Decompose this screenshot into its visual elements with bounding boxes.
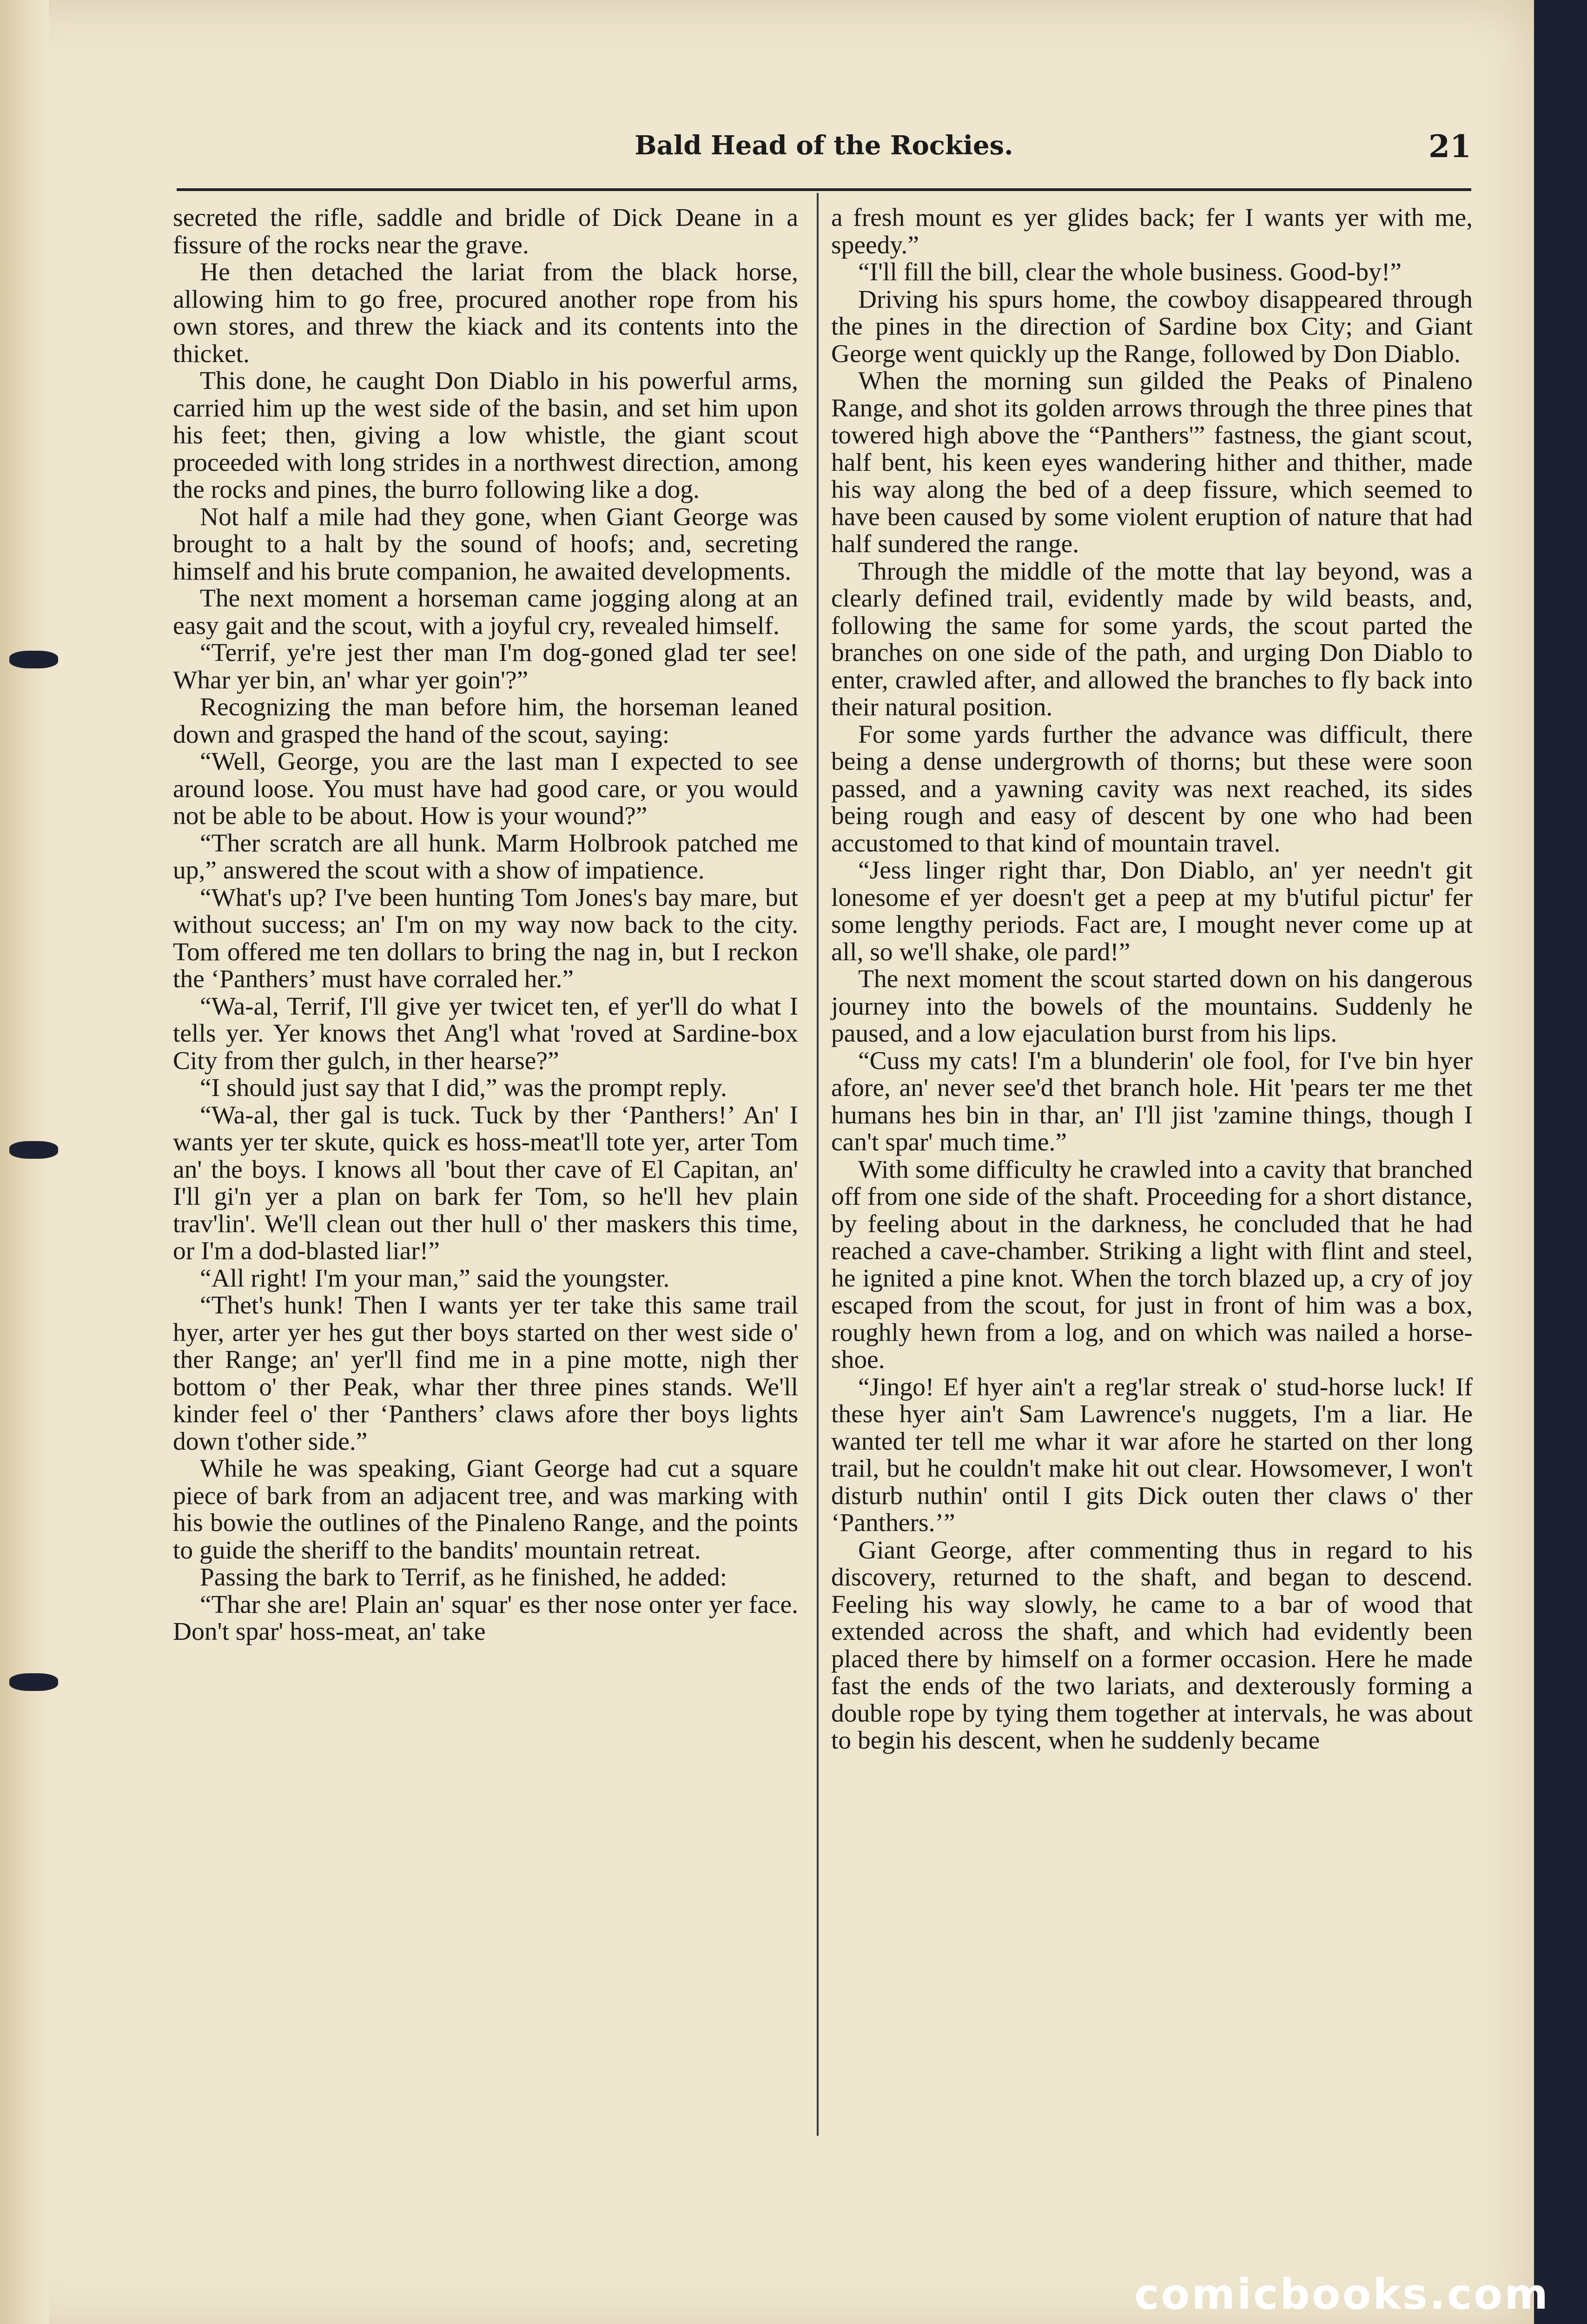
paragraph: Driving his spurs home, the cowboy disappeared through the pines in the direction of Sardine box City; and Giant George went quickly up the Range, followed by Don Diablo. bbox=[831, 285, 1473, 368]
paragraph: “What's up? I've been hunting Tom Jones's bay mare, but without success; an' I'm on my way now back to the city. Tom offered me ten dollars to bring the nag in, but I reckon the ‘Panthers’ must have corraled her.” bbox=[173, 883, 798, 993]
binding-edge bbox=[0, 0, 49, 2324]
paragraph: The next moment a horseman came jogging along at an easy gait and the scout, with a joyful cry, revealed himself. bbox=[173, 584, 798, 640]
paragraph: “Well, George, you are the last man I expected to see around loose. You must have had good care, or you would not be able to be about. How is your wound?” bbox=[173, 747, 798, 830]
staple-hole bbox=[9, 1673, 58, 1691]
running-title: Bald Head of the Rockies. bbox=[635, 130, 1013, 161]
paragraph: “Ther scratch are all hunk. Marm Holbrook patched me up,” answered the scout with a show of impatience. bbox=[173, 829, 798, 885]
paragraph: secreted the rifle, saddle and bridle of Dick Deane in a fissure of the rocks near the grave. bbox=[173, 204, 798, 259]
paragraph: This done, he caught Don Diablo in his powerful arms, carried him up the west side of the basin, and set him upon his feet; then, giving a low whistle, the giant scout proceeded with long strides in a northwest direction, among the rocks and pines, the burro following like a dog. bbox=[173, 367, 798, 504]
paragraph: Through the middle of the motte that lay beyond, was a clearly defined trail, evidently made by wild beasts, and, following the same for some yards, the scout parted the branches on one side of the path, and urging Don Diablo to enter, crawled after, and allowed the branches to fly back into their natural position. bbox=[831, 557, 1473, 721]
paragraph: “I'll fill the bill, clear the whole business. Good-by!” bbox=[858, 258, 1402, 286]
column-divider bbox=[817, 193, 819, 2136]
paragraph: “Thet's hunk! Then I wants yer ter take this same trail hyer, arter yer hes gut ther boys started on ther west side o' ther Range; an' yer'll find me in a pine motte, nigh ther bottom o' ther Peak, whar ther three pines stands. We'll kinder feel o' ther ‘Panthers’ claws afore ther boys lights down t'other side.” bbox=[173, 1291, 798, 1456]
paragraph: Giant George, after commenting thus in regard to his discovery, returned to the shaft, and began to descend. Feeling his way slowly, he came to a bar of wood that extended across the shaft, and which had evidently been placed there by himself on a former occasion. Here he made fast the ends of the two lariats, and dexterously forming a double rope by tying them together at intervals, he was about to begin his descent, when he suddenly became bbox=[831, 1536, 1473, 1755]
paragraph: “Jess linger right thar, Don Diablo, an' yer needn't git lonesome ef yer doesn't get a peep at my b'utiful pictur' fer some lengthy periods. Fact are, I mought never come up at all, so we'll shake, ole pard!” bbox=[831, 856, 1473, 966]
paragraph: He then detached the lariat from the black horse, allowing him to go free, procured another rope from his own stores, and threw the kiack and its contents into the thicket. bbox=[173, 258, 798, 368]
paragraph: Recognizing the man before him, the horseman leaned down and grasped the hand of the scout, saying: bbox=[173, 693, 798, 749]
paragraph: “Jingo! Ef hyer ain't a reg'lar streak o' stud-horse luck! If these hyer ain't Sam Lawrence's nuggets, I'm a liar. He wanted ter tell me whar it war afore he started on ther long trail, but he couldn't make hit out clear. Howsomever, I won't disturb nuthin' ontil I gits Dick outen ther claws o' ther ‘Panthers.’” bbox=[831, 1373, 1473, 1537]
paragraph: “I should just say that I did,” was the prompt reply. bbox=[200, 1074, 727, 1102]
paragraph: For some yards further the advance was difficult, there being a dense undergrowth of thorns; but these were soon passed, and a yawning cavity was next reached, its sides being rough and easy of descent by one who had been accustomed to that kind of mountain travel. bbox=[831, 720, 1473, 858]
paragraph: “Wa-al, Terrif, I'll give yer twicet ten, ef yer'll do what I tells yer. Yer knows thet Ang'l what 'roved at Sardine-box City from ther gulch, in ther hearse?” bbox=[173, 992, 798, 1075]
paragraph: The next moment the scout started down on his dangerous journey into the bowels of the mountains. Suddenly he paused, and a low ejaculation burst from his lips. bbox=[831, 965, 1473, 1048]
page-header bbox=[177, 125, 1471, 177]
paragraph: “Cuss my cats! I'm a blunderin' ole fool, for I've bin hyer afore, an' never see'd thet branch hole. Hit 'pears ter me thet humans hes bin in thar, an' I'll jist 'zamine things, though I can't spar' much time.” bbox=[831, 1046, 1473, 1156]
paragraph: a fresh mount es yer glides back; fer I wants yer with me, speedy.” bbox=[831, 204, 1473, 259]
paragraph: While he was speaking, Giant George had cut a square piece of bark from an adjacent tree, and was marking with his bowie the outlines of the Pinaleno Range, and the points to guide the sheriff to the bandits' mountain retreat. bbox=[173, 1454, 798, 1565]
header-rule bbox=[177, 188, 1471, 191]
paragraph: Not half a mile had they gone, when Giant George was brought to a halt by the sound of hoofs; and, secreting himself and his brute companion, he awaited developments. bbox=[173, 502, 798, 586]
staple-hole bbox=[9, 651, 58, 668]
paragraph: When the morning sun gilded the Peaks of Pinaleno Range, and shot its golden arrows through the three pines that towered high above the “Panthers'” fastness, the giant scout, half bent, his keen eyes wandering hither and thither, made his way along the bed of a deep fissure, which seemed to have been caused by some violent eruption of nature that had half sundered the range. bbox=[831, 367, 1473, 558]
paragraph: “All right! I'm your man,” said the youngster. bbox=[200, 1264, 670, 1293]
right-column bbox=[831, 205, 1473, 1755]
paragraph: Passing the bark to Terrif, as he finished, he added: bbox=[200, 1563, 727, 1591]
page-number: 21 bbox=[1428, 128, 1471, 165]
paragraph: “Wa-al, ther gal is tuck. Tuck by ther ‘Panthers!’ An' I wants yer ter skute, quick es hoss-meat'll tote yer, arter Tom an' the boys. I knows all 'bout ther cave of El Capitan, an' I'll gi'n yer a plan on bark fer Tom, so he'll hev plain trav'lin'. We'll clean out ther hull o' ther maskers this time, or I'm a dod-blasted liar!” bbox=[173, 1101, 798, 1265]
paragraph: “Thar she are! Plain an' squar' es ther nose onter yer face. Don't spar' hoss-meat, an' take bbox=[173, 1590, 798, 1646]
watermark: comicbooks.com bbox=[1134, 2270, 1550, 2319]
paragraph: With some difficulty he crawled into a cavity that branched off from one side of the shaft. Proceeding for a short distance, by feeling about in the darkness, he concluded that he had reached a cave-chamber. Striking a light with flint and steel, he ignited a pine knot. When the torch blazed up, a cry of joy escaped from the scout, for just in front of him was a box, roughly hewn from a log, and on which was nailed a horse-shoe. bbox=[831, 1155, 1473, 1374]
staple-hole bbox=[9, 1141, 58, 1159]
paragraph: “Terrif, ye're jest ther man I'm dog-goned glad ter see! Whar yer bin, an' whar yer goin'?” bbox=[173, 639, 798, 694]
left-column bbox=[173, 205, 798, 1646]
